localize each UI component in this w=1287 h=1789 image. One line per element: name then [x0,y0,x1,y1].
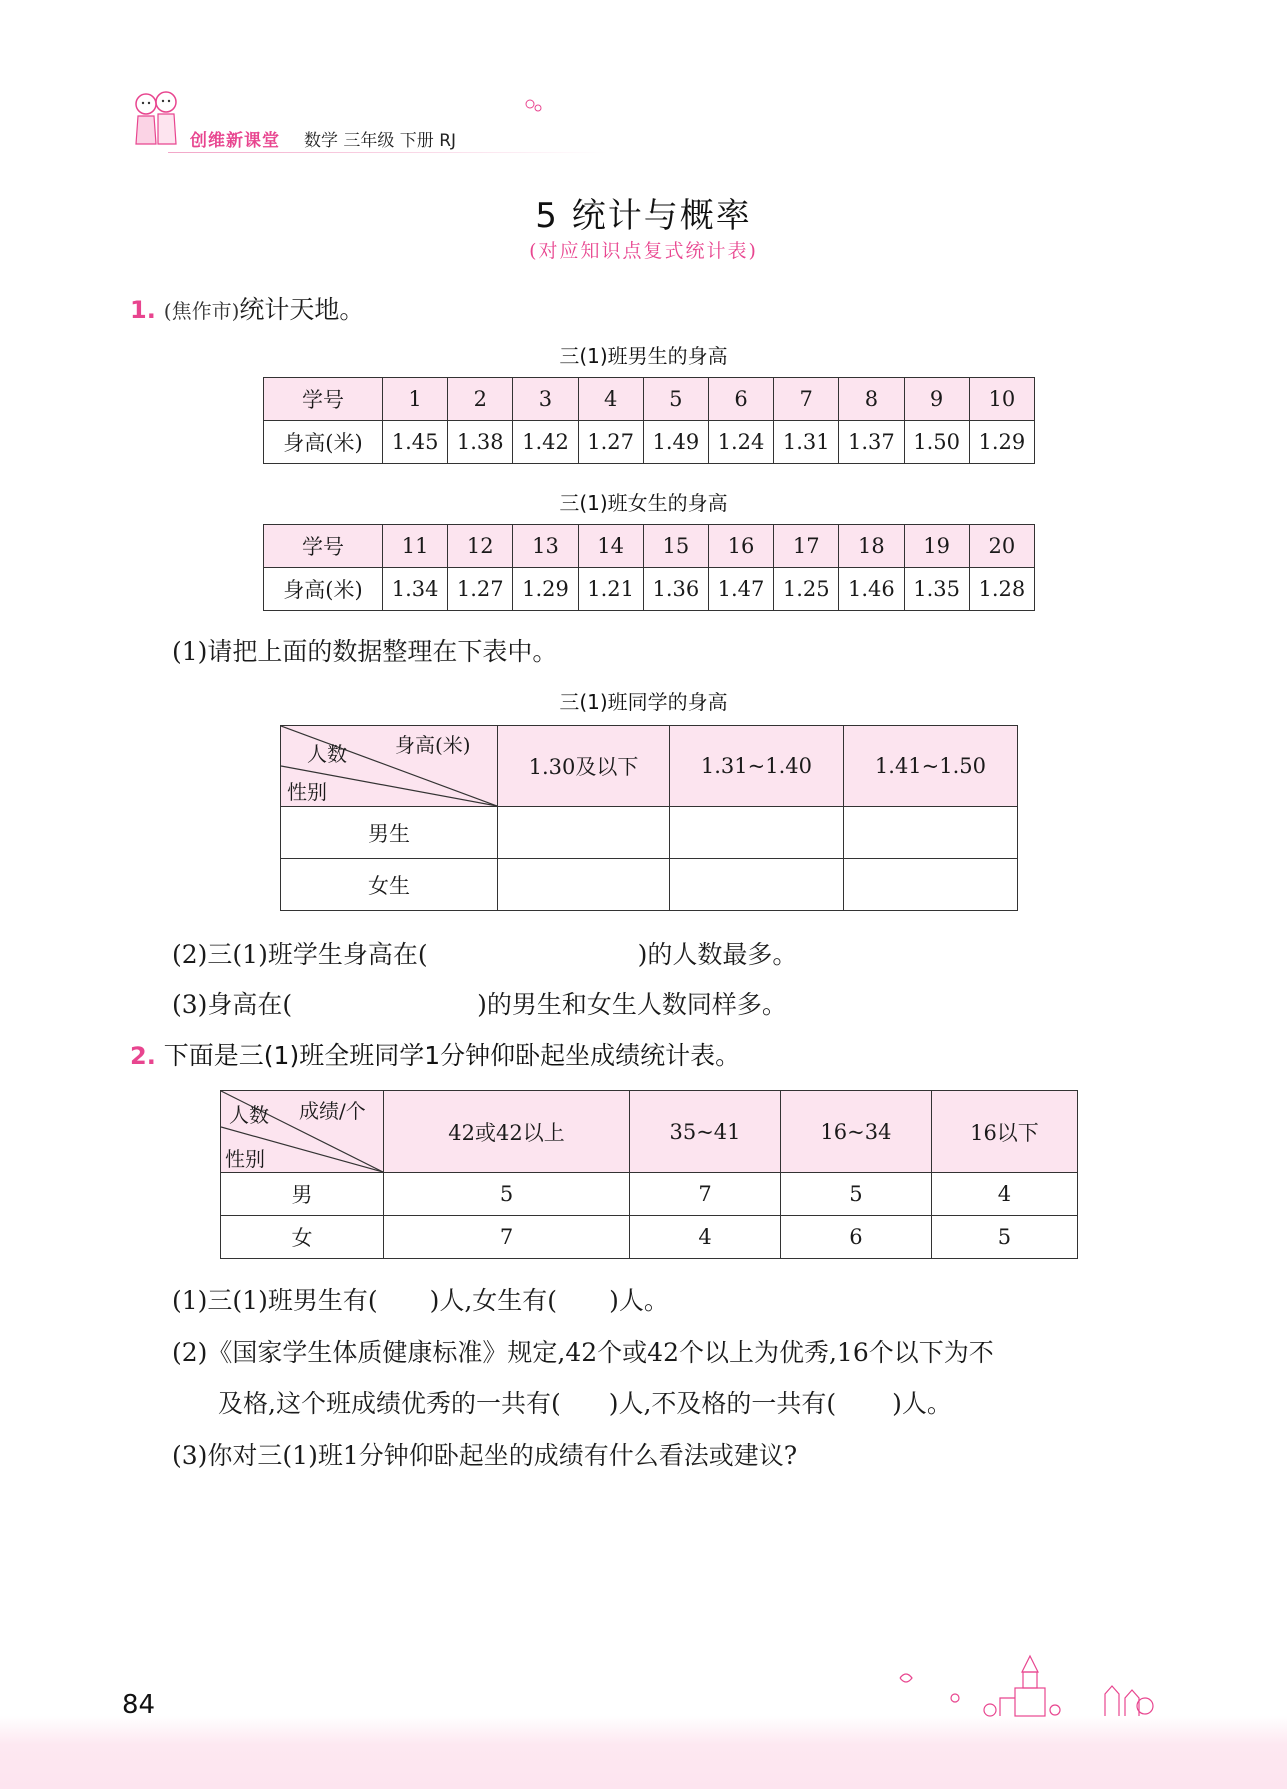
corner-top-label: 成绩/个 [299,1099,366,1123]
girls-id-cell: 20 [969,525,1034,568]
situp-row-label: 男 [221,1173,384,1216]
corner-top-label: 身高(米) [395,733,471,757]
page-title: 5 统计与概率 [535,196,752,236]
q2-sub1 [172,1281,669,1317]
q1-sub2-prefix: (2)三(1)班学生身高在( [172,940,428,969]
girls-height-cell: 1.35 [904,568,969,611]
summary-blank-cell[interactable] [498,859,670,911]
girls-id-cell: 16 [708,525,773,568]
boys-height-cell: 1.49 [643,421,708,464]
girls-id-cell: 17 [774,525,839,568]
boys-height-cell: 1.38 [448,421,513,464]
summary-row-label: 男生 [281,807,498,859]
girls-row1-label: 学号 [264,525,383,568]
boys-table-caption: 三(1)班男生的身高 [559,344,728,368]
girls-height-cell: 1.46 [839,568,904,611]
summary-blank-cell[interactable] [498,807,670,859]
girls-height-cell: 1.27 [448,568,513,611]
q1-sub1: (1)请把上面的数据整理在下表中。 [172,637,558,666]
situp-value-cell: 5 [384,1173,630,1216]
boys-row2-label: 身高(米) [264,421,383,464]
summary-blank-cell[interactable] [843,859,1017,911]
question-1-number: 1. [130,296,156,324]
situp-score-table [220,1090,1078,1259]
situp-col-header: 42或42以上 [384,1091,630,1173]
flower-icon [522,96,546,116]
corner-mid-label: 人数 [307,742,347,766]
page-number: 84 [122,1690,156,1720]
summary-col-header: 1.31~1.40 [669,726,843,807]
situp-value-cell: 7 [384,1216,630,1259]
boys-id-cell: 2 [448,378,513,421]
summary-blank-cell[interactable] [843,807,1017,859]
footer-band [0,1716,1287,1789]
summary-blank-cell[interactable] [669,859,843,911]
q2-sub2-part-c: )人。 [892,1389,952,1418]
boys-height-cell: 1.50 [904,421,969,464]
boys-height-cell: 1.31 [774,421,839,464]
summary-col-header: 1.30及以下 [498,726,670,807]
situp-col-header: 35~41 [630,1091,781,1173]
girls-height-cell: 1.28 [969,568,1034,611]
girls-height-cell: 1.29 [513,568,578,611]
girls-id-cell: 11 [383,525,448,568]
situp-col-header: 16以下 [931,1091,1077,1173]
boys-id-cell: 1 [383,378,448,421]
girls-id-cell: 13 [513,525,578,568]
situp-corner-cell [221,1091,384,1173]
question-1-text: 统计天地。 [239,295,365,324]
q2-sub1-part-a: (1)三(1)班男生有( [172,1286,378,1315]
girls-id-cell: 14 [578,525,643,568]
header-divider [168,152,608,153]
summary-blank-cell[interactable] [669,807,843,859]
summary-row-label: 女生 [281,859,498,911]
boys-height-cell: 1.24 [708,421,773,464]
boys-height-cell: 1.45 [383,421,448,464]
question-2-text: 下面是三(1)班全班同学1分钟仰卧起坐成绩统计表。 [163,1041,741,1070]
girls-id-cell: 19 [904,525,969,568]
brand-name: 创维新课堂 [190,131,280,151]
situp-col-header: 16~34 [780,1091,931,1173]
girls-table-caption: 三(1)班女生的身高 [559,491,728,515]
boys-id-cell: 3 [513,378,578,421]
q1-sub2 [172,935,797,971]
question-2 [130,1036,740,1072]
boys-height-table [263,377,1035,464]
q2-sub1-part-b: )人,女生有( [429,1286,558,1315]
castle-illustration-icon [880,1648,1180,1718]
summary-height-table [280,725,1018,911]
situp-row-label: 女 [221,1216,384,1259]
girls-id-cell: 12 [448,525,513,568]
page-header [128,84,588,156]
summary-table-caption: 三(1)班同学的身高 [559,690,728,714]
q2-sub3: (3)你对三(1)班1分钟仰卧起坐的成绩有什么看法或建议? [172,1441,798,1470]
boys-row1-label: 学号 [264,378,383,421]
corner-bottom-label: 性别 [225,1147,265,1171]
situp-value-cell: 4 [630,1216,781,1259]
situp-value-cell: 5 [931,1216,1077,1259]
boys-height-cell: 1.27 [578,421,643,464]
boys-id-cell: 6 [708,378,773,421]
q2-sub2-line1: (2)《国家学生体质健康标准》规定,42个或42个以上为优秀,16个以下为不 [172,1338,994,1367]
situp-value-cell: 6 [780,1216,931,1259]
girls-height-cell: 1.47 [708,568,773,611]
boys-id-cell: 9 [904,378,969,421]
boys-id-cell: 7 [774,378,839,421]
boys-id-cell: 10 [969,378,1034,421]
situp-value-cell: 7 [630,1173,781,1216]
q2-sub2-part-a: 及格,这个班成绩优秀的一共有( [218,1389,561,1418]
q2-sub1-part-c: )人。 [609,1286,669,1315]
situp-value-cell: 4 [931,1173,1077,1216]
boys-id-cell: 8 [839,378,904,421]
girls-row2-label: 身高(米) [264,568,383,611]
q1-sub2-suffix: )的人数最多。 [637,940,798,969]
question-1-source: (焦作市) [163,299,240,323]
girls-id-cell: 18 [839,525,904,568]
boys-id-cell: 5 [643,378,708,421]
corner-bottom-label: 性别 [287,780,327,804]
question-2-number: 2. [130,1042,156,1070]
kids-illustration-icon [128,88,188,152]
question-1 [130,290,364,326]
girls-id-cell: 15 [643,525,708,568]
q2-sub2-line2 [218,1384,952,1420]
q1-sub3 [172,985,787,1021]
summary-corner-cell [281,726,498,807]
girls-height-cell: 1.34 [383,568,448,611]
situp-value-cell: 5 [780,1173,931,1216]
q1-sub3-prefix: (3)身高在( [172,990,293,1019]
page-subtitle: (对应知识点复式统计表) [529,240,758,262]
book-subject: 数学 三年级 下册 RJ [304,131,457,151]
girls-height-cell: 1.21 [578,568,643,611]
corner-mid-label: 人数 [229,1103,269,1127]
boys-id-cell: 4 [578,378,643,421]
summary-col-header: 1.41~1.50 [843,726,1017,807]
girls-height-table [263,524,1035,611]
boys-height-cell: 1.37 [839,421,904,464]
girls-height-cell: 1.25 [774,568,839,611]
girls-height-cell: 1.36 [643,568,708,611]
boys-height-cell: 1.42 [513,421,578,464]
boys-height-cell: 1.29 [969,421,1034,464]
q1-sub3-suffix: )的男生和女生人数同样多。 [477,990,787,1019]
q2-sub2-part-b: )人,不及格的一共有( [608,1389,837,1418]
